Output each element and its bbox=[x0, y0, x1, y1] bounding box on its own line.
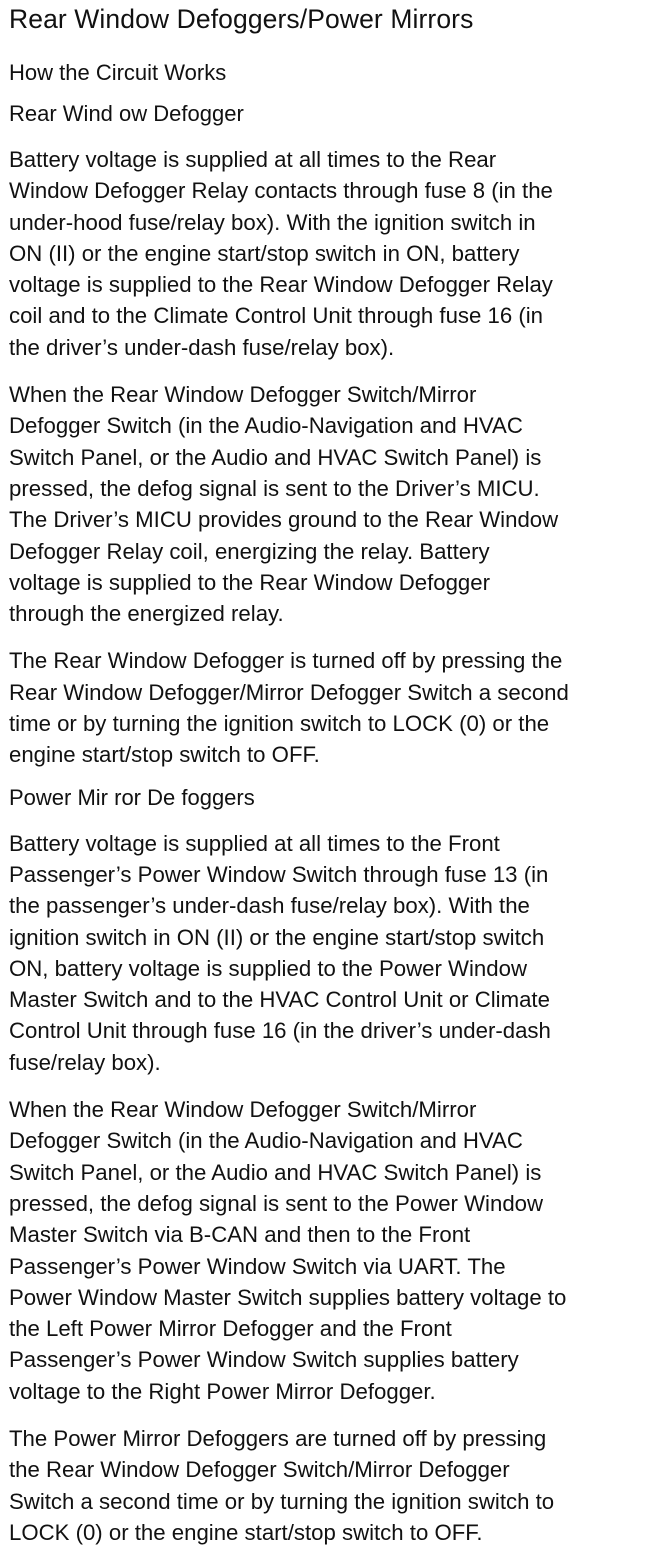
text-line: time or by turning the ignition switch to LOCK (0) or the bbox=[9, 711, 550, 737]
text-line: voltage is supplied to the Rear Window Defogger Relay bbox=[9, 272, 553, 298]
text-line: Defogger Relay coil, energizing the relay. Battery bbox=[9, 538, 490, 564]
text-line: pressed, the defog signal is sent to the Driver’s MICU. bbox=[9, 475, 540, 501]
text-line: ignition switch in ON (II) or the engine start/stop switch bbox=[9, 924, 545, 950]
text-line: When the Rear Window Defogger Switch/Mirror bbox=[9, 1097, 477, 1123]
text-line: Passenger’s Power Window Switch supplies battery bbox=[9, 1347, 519, 1373]
paragraph-mirror-activation bbox=[9, 1094, 665, 1407]
document-page bbox=[9, 0, 665, 1548]
text-line: Switch Panel, or the Audio and HVAC Switch Panel) is bbox=[9, 444, 542, 470]
text-line: Rear Window Defogger/Mirror Defogger Switch a second bbox=[9, 679, 569, 705]
text-line: Passenger’s Power Window Switch via UART. The bbox=[9, 1253, 506, 1279]
text-line: pressed, the defog signal is sent to the Power Window bbox=[9, 1190, 544, 1216]
text-line: the Rear Window Defogger Switch/Mirror Defogger bbox=[9, 1457, 510, 1483]
text-line: the Left Power Mirror Defogger and the Front bbox=[9, 1316, 452, 1342]
text-line: Passenger’s Power Window Switch through fuse 13 (in bbox=[9, 861, 549, 887]
text-line: the driver’s under-dash fuse/relay box). bbox=[9, 334, 395, 360]
text-line: Defogger Switch (in the Audio-Navigation and HVAC bbox=[9, 413, 523, 439]
text-line: ON, battery voltage is supplied to the Power Window bbox=[9, 955, 527, 981]
paragraph-rear-power-supply bbox=[9, 144, 665, 363]
text-line: through the energized relay. bbox=[9, 601, 284, 627]
paragraph-rear-activation bbox=[9, 379, 665, 629]
text-line: LOCK (0) or the engine start/stop switch to OFF. bbox=[9, 1519, 483, 1545]
text-line: The Rear Window Defogger is turned off by pressing the bbox=[9, 648, 563, 674]
text-line: the passenger’s under-dash fuse/relay box). With the bbox=[9, 893, 530, 919]
power-mirror-defoggers-heading: Power Mir ror De foggers bbox=[9, 784, 255, 810]
text-line: Battery voltage is supplied at all times to the Front bbox=[9, 830, 500, 856]
paragraph-mirror-turn-off bbox=[9, 1423, 665, 1548]
text-line: engine start/stop switch to OFF. bbox=[9, 742, 320, 768]
text-line: under-hood fuse/relay box). With the ignition switch in bbox=[9, 209, 536, 235]
text-line: voltage to the Right Power Mirror Defogger. bbox=[9, 1378, 436, 1404]
text-line: Master Switch and to the HVAC Control Unit or Climate bbox=[9, 987, 550, 1013]
document-title: Rear Window Defoggers/Power Mirrors bbox=[9, 4, 474, 34]
text-line: Master Switch via B-CAN and then to the Front bbox=[9, 1222, 471, 1248]
text-line: fuse/relay box). bbox=[9, 1049, 161, 1075]
text-line: voltage is supplied to the Rear Window Defogger bbox=[9, 569, 490, 595]
text-line: Battery voltage is supplied at all times to the Rear bbox=[9, 147, 497, 172]
text-line: The Driver’s MICU provides ground to the Rear Window bbox=[9, 507, 559, 533]
text-line: ON (II) or the engine start/stop switch in ON, battery bbox=[9, 240, 520, 266]
rear-defogger-heading: Rear Wind ow Defogger bbox=[9, 101, 244, 126]
text-line: Window Defogger Relay contacts through fuse 8 (in the bbox=[9, 178, 553, 204]
paragraph-rear-turn-off bbox=[9, 645, 665, 770]
text-line: When the Rear Window Defogger Switch/Mirror bbox=[9, 382, 477, 408]
paragraph-mirror-power-supply bbox=[9, 828, 665, 1078]
text-line: Power Window Master Switch supplies battery voltage to bbox=[9, 1284, 567, 1310]
text-line: Switch a second time or by turning the ignition switch to bbox=[9, 1488, 555, 1514]
text-line: coil and to the Climate Control Unit through fuse 16 (in bbox=[9, 303, 544, 329]
circuit-heading: How the Circuit Works bbox=[9, 60, 227, 85]
text-line: The Power Mirror Defoggers are turned off by pressing bbox=[9, 1425, 547, 1451]
text-line: Defogger Switch (in the Audio-Navigation and HVAC bbox=[9, 1128, 523, 1154]
text-line: Switch Panel, or the Audio and HVAC Switch Panel) is bbox=[9, 1159, 542, 1185]
text-line: Control Unit through fuse 16 (in the driver’s under-dash bbox=[9, 1018, 551, 1044]
